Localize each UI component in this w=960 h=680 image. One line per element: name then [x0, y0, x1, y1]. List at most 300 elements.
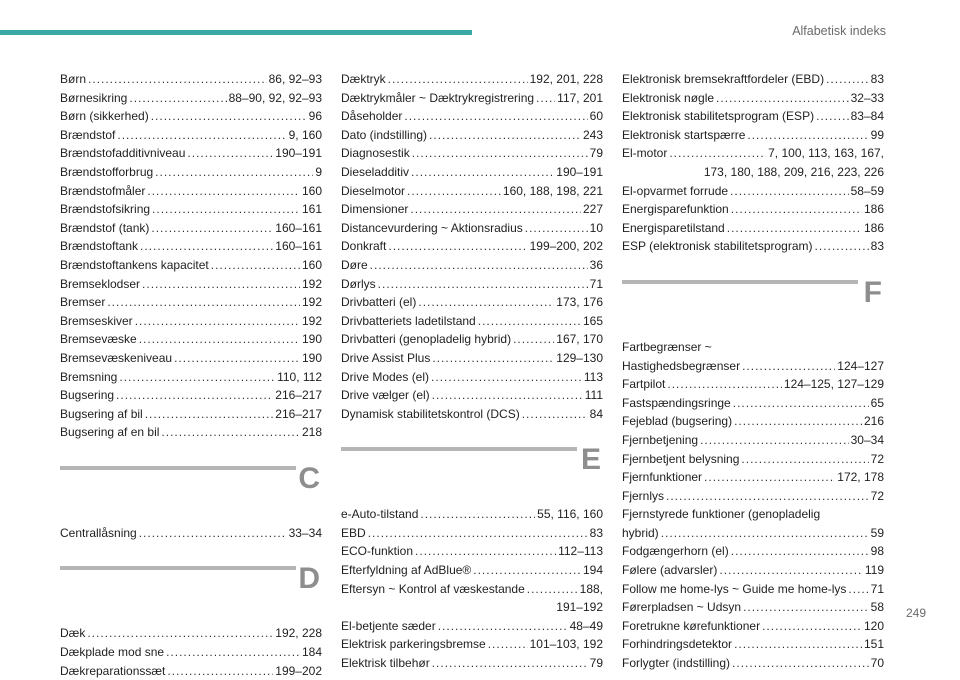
index-entry-row [341, 163, 603, 182]
index-term: Elektronisk bremsekraftfordeler (EBD) [622, 72, 825, 86]
index-entry-row [341, 200, 603, 219]
index-entry-row [60, 200, 322, 219]
index-entry-row [60, 386, 322, 405]
index-entry-row [341, 330, 603, 349]
index-entry-row [622, 617, 884, 636]
page-references: 119 [864, 563, 884, 578]
index-entry [60, 368, 322, 387]
dot-leader [732, 654, 869, 673]
page-references: 173, 176 [556, 295, 603, 310]
index-term: Brændstofmåler [60, 183, 146, 198]
index-entry [622, 394, 884, 413]
index-entry [60, 293, 322, 312]
index-term: Distancevurdering ~ Aktionsradius [341, 220, 523, 235]
dot-leader [666, 487, 869, 506]
dot-leader [473, 561, 581, 580]
index-entry [341, 70, 603, 89]
index-entry-row [341, 107, 603, 126]
index-term: Elektronisk nøgle [622, 90, 715, 105]
index-entry-row [341, 654, 603, 673]
index-entry-row [341, 405, 603, 424]
index-entry-row [622, 561, 884, 580]
index-term: Bremsevæskeniveau [60, 350, 173, 365]
index-entry-row [60, 107, 322, 126]
index-term: Fjernlys [622, 488, 665, 503]
index-term: Fjernstyrede funktioner (genopladelig [622, 507, 821, 522]
index-entry-row [622, 635, 884, 654]
page-references: 83 [589, 525, 603, 540]
dot-leader [700, 431, 849, 450]
index-term: Eftersyn ~ Kontrol af væskestande [341, 581, 525, 596]
index-entry [60, 256, 322, 275]
page-references: 112–113 [558, 544, 603, 559]
page-references: 243 [582, 127, 603, 142]
index-entry [341, 312, 603, 331]
index-term: Førerpladsen ~ Udsyn [622, 600, 742, 615]
dot-leader [432, 349, 554, 368]
page-header-title: Alfabetisk indeks [792, 24, 886, 38]
page-references: 194 [582, 563, 603, 578]
index-term: Drive vælger (el) [341, 388, 430, 403]
index-term: Dæktryk [341, 72, 386, 86]
index-entry [622, 524, 884, 543]
index-term: Dåseholder [341, 109, 403, 124]
index-entry-row [60, 368, 322, 387]
dot-leader [704, 468, 835, 487]
index-entry-row [622, 542, 884, 561]
index-term: Fjernbetjent belysning [622, 451, 740, 466]
index-entry [341, 107, 603, 126]
dot-leader [410, 200, 581, 219]
index-entry-row [60, 144, 322, 163]
page-references: 83 [870, 239, 884, 254]
page-references-continued: 173, 180, 188, 209, 216, 223, 226 [703, 164, 884, 179]
index-entry-row [622, 182, 884, 201]
index-entry-row [60, 349, 322, 368]
index-entry [622, 487, 884, 506]
index-entry-row [341, 617, 603, 636]
section-letter: D [298, 562, 320, 596]
index-entry-row [341, 368, 603, 387]
dot-leader [848, 580, 868, 599]
index-entry [341, 542, 603, 561]
index-entry-row [60, 256, 322, 275]
index-term: e-Auto-tilstand [341, 507, 419, 522]
index-entry [622, 182, 884, 201]
index-column-2 [341, 70, 603, 673]
dot-leader [525, 219, 588, 238]
index-entry [341, 237, 603, 256]
page-references: 60 [589, 109, 603, 124]
index-entry-row [341, 293, 603, 312]
index-entry-row [341, 635, 603, 654]
index-term: Brændstof (tank) [60, 220, 150, 235]
dot-leader [727, 219, 862, 238]
page-references: 129–130 [556, 350, 603, 365]
page-references: 30–34 [850, 432, 884, 447]
page-references: 192, 201, 228 [529, 72, 603, 86]
index-entry [622, 617, 884, 636]
index-entry [60, 386, 322, 405]
index-term: Dækreparationssæt [60, 663, 166, 678]
index-term: hybrid) [622, 525, 659, 540]
section-header [60, 442, 322, 524]
page-references: 84 [589, 406, 603, 421]
index-entry-row [622, 654, 884, 673]
page-references: 72 [870, 451, 884, 466]
index-entry-row [60, 293, 322, 312]
index-entry [60, 107, 322, 126]
dot-leader [161, 423, 300, 442]
index-entry [60, 643, 322, 662]
page-references: 101–103, 192 [529, 637, 603, 652]
index-entry [622, 70, 884, 89]
index-entry [622, 144, 884, 181]
index-term: Dæktrykmåler ~ Dæktrykregistrering [341, 90, 535, 105]
index-term: Follow me home-lys ~ Guide me home-lys [622, 581, 847, 596]
index-entry-row [60, 237, 322, 256]
index-entry-row [341, 126, 603, 145]
index-entry [60, 405, 322, 424]
page-references: 7, 100, 113, 163, 167, [768, 146, 884, 161]
dot-leader [412, 144, 588, 163]
index-entry-row [622, 431, 884, 450]
index-entry [622, 89, 884, 108]
index-term: Energisparetilstand [622, 220, 725, 235]
dot-leader [117, 126, 286, 145]
dot-leader [734, 635, 862, 654]
page-references: 71 [870, 581, 884, 596]
index-entry-row [622, 338, 884, 357]
index-entry-row [341, 256, 603, 275]
page-references: 124–127 [837, 358, 884, 373]
index-entry-row [341, 312, 603, 331]
dot-leader [667, 375, 782, 394]
page-references: 184 [301, 645, 322, 660]
index-entry [341, 654, 603, 673]
index-term: Bremseskiver [60, 313, 133, 328]
index-entry [341, 182, 603, 201]
index-term: Fartbegrænser ~ [622, 339, 712, 354]
index-entry [622, 338, 884, 357]
dot-leader [166, 643, 300, 662]
page-references: 72 [870, 488, 884, 503]
page-references: 190 [301, 350, 322, 365]
section-divider [622, 280, 858, 284]
index-term: Bremser [60, 295, 106, 310]
page-references: 113 [583, 369, 603, 384]
index-term: Dimensioner [341, 202, 409, 217]
index-entry [341, 200, 603, 219]
dot-leader [438, 617, 568, 636]
index-term: Diagnosestik [341, 146, 410, 161]
page-references: 117, 201 [557, 90, 603, 105]
index-entry [622, 450, 884, 469]
dot-leader [815, 237, 869, 256]
index-entry-row [60, 330, 322, 349]
index-entry-row [60, 126, 322, 145]
index-term: Børnesikring [60, 90, 128, 105]
index-term: Centrallåsning [60, 525, 137, 540]
index-entry-row [622, 237, 884, 256]
index-term: Elektronisk startspærre [622, 127, 746, 142]
dot-leader [167, 662, 273, 680]
index-entry [622, 126, 884, 145]
index-term: Efterfyldning af AdBlue® [341, 563, 472, 578]
page-references: 58–59 [850, 183, 884, 198]
index-entry [341, 405, 603, 424]
index-term: Drive Assist Plus [341, 350, 431, 365]
page-references: 199–202 [275, 663, 322, 678]
index-term: Dieselmotor [341, 183, 406, 198]
index-entry-row [622, 598, 884, 617]
index-entry-row [341, 144, 603, 163]
index-term: Bugsering af bil [60, 406, 143, 421]
dot-leader [429, 126, 581, 145]
index-term: Brændstoftank [60, 239, 139, 254]
index-term: El-opvarmet forrude [622, 183, 729, 198]
index-entry-row [341, 561, 603, 580]
dot-leader [420, 505, 535, 524]
page-references: 59 [870, 525, 884, 540]
index-entry-row [622, 468, 884, 487]
index-entry-row [622, 580, 884, 599]
dot-leader [140, 237, 273, 256]
section-divider [60, 466, 296, 470]
page-references: 71 [589, 276, 603, 291]
index-entry [60, 70, 322, 89]
section-divider [60, 566, 296, 570]
dot-leader [145, 405, 274, 424]
page-references: 120 [863, 618, 884, 633]
dot-leader [432, 654, 588, 673]
page-references: 124–125, 127–129 [783, 377, 884, 392]
index-term: Bremsning [60, 369, 118, 384]
index-entry [622, 375, 884, 394]
section-header [341, 423, 603, 505]
index-entry [622, 635, 884, 654]
index-term: Drive Modes (el) [341, 369, 430, 384]
index-entry-row [622, 107, 884, 126]
page-references: 227 [582, 202, 603, 217]
index-term: Elektrisk parkeringsbremse [341, 637, 486, 652]
dot-leader [478, 312, 581, 331]
dot-leader [370, 256, 588, 275]
page-references: 33–34 [288, 525, 322, 540]
index-entry [60, 349, 322, 368]
index-entry-row [622, 219, 884, 238]
index-term: Energisparefunktion [622, 202, 729, 217]
index-term: Fodgængerhorn (el) [622, 544, 729, 559]
dot-leader [88, 70, 267, 89]
index-entry-row [60, 643, 322, 662]
index-entry [341, 505, 603, 524]
index-entry [60, 330, 322, 349]
header-accent-bar [0, 30, 472, 35]
index-entry-row [341, 580, 603, 599]
index-entry-row [60, 423, 322, 442]
page-references: 172, 178 [837, 470, 884, 485]
index-term: Fjernfunktioner [622, 470, 703, 485]
index-term: Bremseklodser [60, 276, 141, 291]
index-column-1 [60, 70, 322, 680]
index-entry [622, 219, 884, 238]
index-entry [341, 617, 603, 636]
page-references: 165 [582, 313, 603, 328]
page-references: 36 [589, 257, 603, 272]
dot-leader [378, 275, 588, 294]
index-entry [341, 330, 603, 349]
index-entry-row [60, 219, 322, 238]
page-references: 111 [584, 388, 603, 403]
page-references: 151 [863, 637, 884, 652]
index-term: Foretrukne kørefunktioner [622, 618, 761, 633]
dot-leader [733, 394, 869, 413]
index-entry-row [622, 200, 884, 219]
dot-leader [129, 89, 226, 108]
index-entry [60, 163, 322, 182]
index-entry [60, 237, 322, 256]
dot-leader [431, 368, 582, 387]
index-term: Forlygter (indstilling) [622, 656, 731, 671]
dot-leader [734, 412, 862, 431]
index-entry [341, 89, 603, 108]
index-entry [622, 431, 884, 450]
page-references: 79 [589, 146, 603, 161]
index-entry-row [60, 275, 322, 294]
index-term: Bugsering [60, 388, 115, 403]
index-entry-row [60, 524, 322, 543]
index-entry [60, 423, 322, 442]
index-term: Dynamisk stabilitetskontrol (DCS) [341, 406, 520, 421]
dot-leader [152, 200, 300, 219]
index-term: Brændstofsikring [60, 202, 151, 217]
index-entry-row [622, 144, 884, 163]
dot-leader [411, 163, 554, 182]
dot-leader [187, 144, 273, 163]
index-entry-row [341, 182, 603, 201]
dot-leader [716, 89, 849, 108]
dot-leader [742, 357, 835, 376]
index-entry [341, 126, 603, 145]
index-entry [341, 163, 603, 182]
index-entry-row [341, 70, 603, 89]
index-term: Bugsering af en bil [60, 425, 160, 440]
index-entry [341, 219, 603, 238]
index-entry [622, 468, 884, 487]
page-references: 160–161 [275, 239, 322, 254]
index-entry-row [622, 505, 884, 524]
dot-leader [719, 561, 863, 580]
index-term: Elektrisk tilbehør [341, 656, 430, 671]
page-references: 88–90, 92, 92–93 [228, 90, 322, 105]
dot-leader [407, 182, 501, 201]
page-references: 190–191 [556, 164, 603, 179]
dot-leader [826, 70, 869, 89]
index-term: Bremsevæske [60, 332, 137, 347]
dot-leader [388, 237, 527, 256]
section-letter: F [863, 275, 882, 309]
page-references: 83 [870, 72, 884, 86]
dot-leader [527, 580, 578, 599]
page-references: 190 [301, 332, 322, 347]
index-term: Drivbatteri (genopladelig hybrid) [341, 332, 512, 347]
index-term: Dato (indstilling) [341, 127, 428, 142]
dot-leader [142, 275, 300, 294]
dot-leader [731, 200, 862, 219]
index-entry-row [622, 357, 884, 376]
index-term: EBD [341, 525, 366, 540]
dot-leader [661, 524, 869, 543]
page-references: 110, 112 [277, 369, 322, 384]
index-term: Dæk [60, 626, 86, 641]
page-references: 70 [870, 656, 884, 671]
page-references: 48–49 [569, 618, 603, 633]
index-term: Drivbatteriets ladetilstand [341, 313, 476, 328]
index-term: ESP (elektronisk stabilitetsprogram) [622, 239, 813, 254]
page-references: 79 [589, 656, 603, 671]
index-entry-row [622, 412, 884, 431]
index-entry [60, 219, 322, 238]
index-entry [60, 662, 322, 680]
index-term: Dieseladditiv [341, 164, 410, 179]
index-entry [341, 144, 603, 163]
dot-leader [404, 107, 587, 126]
page-references: 161 [301, 202, 322, 217]
index-entry-row [60, 89, 322, 108]
index-term: Fartpilot [622, 377, 666, 392]
page-references: 186 [863, 220, 884, 235]
page-references: 218 [301, 425, 322, 440]
index-entry [622, 542, 884, 561]
index-term: Donkraft [341, 239, 387, 254]
page-references: 192 [301, 295, 322, 310]
page-references: 86, 92–93 [268, 72, 322, 86]
index-entry [622, 200, 884, 219]
dot-leader [147, 182, 300, 201]
dot-leader [536, 89, 555, 108]
dot-leader [432, 386, 583, 405]
index-entry [341, 349, 603, 368]
page-references: 188, [579, 581, 603, 596]
index-term: Brændstoftankens kapacitet [60, 257, 209, 272]
dot-leader [741, 450, 868, 469]
dot-leader [211, 256, 300, 275]
page-references: 98 [870, 544, 884, 559]
dot-leader [139, 330, 300, 349]
index-entry-row [622, 126, 884, 145]
dot-leader [513, 330, 554, 349]
index-entry-row [60, 312, 322, 331]
section-header [60, 542, 322, 624]
index-entry-row [341, 524, 603, 543]
index-entry-row [341, 237, 603, 256]
index-entry-row [622, 450, 884, 469]
index-entry-row [341, 219, 603, 238]
page-references: 186 [863, 202, 884, 217]
index-term: Elektronisk stabilitetsprogram (ESP) [622, 109, 815, 124]
index-entry [341, 524, 603, 543]
index-entry-row [341, 505, 603, 524]
section-divider [341, 447, 577, 451]
page-references: 192, 228 [275, 626, 322, 641]
dot-leader [762, 617, 862, 636]
dot-leader [418, 293, 554, 312]
index-term: Forhindringsdetektor [622, 637, 733, 652]
index-entry-row [341, 89, 603, 108]
page-references: 192 [301, 313, 322, 328]
page-references: 55, 116, 160 [537, 507, 603, 522]
